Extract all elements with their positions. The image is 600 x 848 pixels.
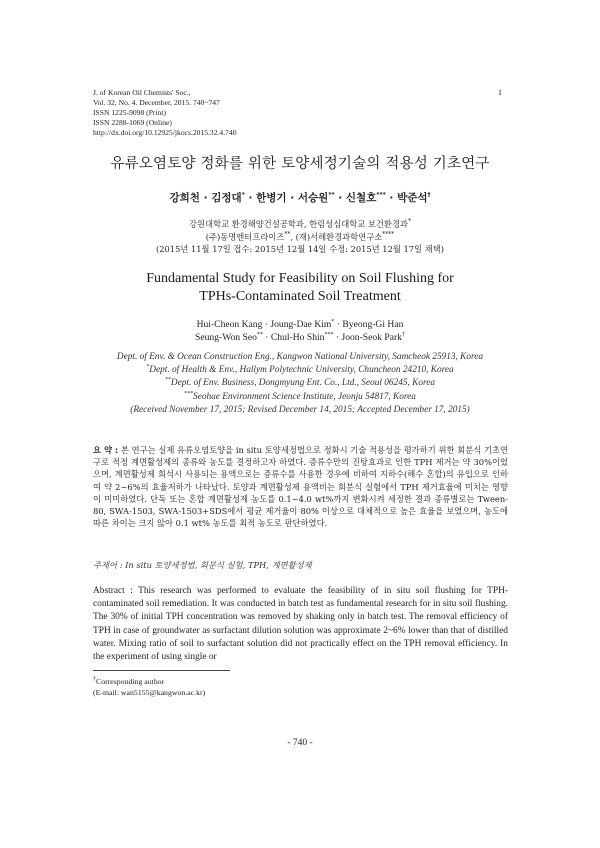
authors-english: Hui-Cheon Kang · Joung-Dae Kim* · Byeong-Gi Han Seung-Won Seo** · Chul-Ho Shin*** · Joon-Seok Park† [195, 318, 405, 343]
abstract-english [93, 585, 508, 664]
authors-korean: 강희천 · 김정대* · 한병기 · 서승원** · 신철호*** · 박준석† [169, 191, 431, 204]
author-6: 박준석 [397, 192, 428, 204]
author-3: 한병기 [256, 192, 287, 204]
issn-online: ISSN 2288-1069 (Online) [93, 118, 172, 127]
affiliations-english: Dept. of Env. & Ocean Construction Eng., Kangwon National University, Samcheok 25913, Korea *Dept. of Health & Env., Hallym Polytechnic University, Chuncheon 24210, Korea **Dept. of Env. Business, Dongmyung Ent. Co., Ltd., Seoul 06245, Korea ***Seohae Environment Science Institute, Jeonju 54817, Korea (Received November 17, 2015; Revised December 14, 2015; Accepted December 17, 2015) [0, 351, 600, 417]
footnote: †Corresponding author (E-mail: wan5155@kangwon.ac.kr) [93, 676, 206, 697]
footnote-rule [93, 670, 230, 671]
doi-link[interactable]: http://dx.doi.org/10.12925/jkocs.2015.32.4.740 [93, 128, 237, 137]
keywords-korean [93, 559, 508, 571]
corresponding-email: (E-mail: wan5155@kangwon.ac.kr) [93, 688, 206, 697]
keywords-korean-text: In situ 토양세정법, 회분식 실험, TPH, 계면활성제 [125, 560, 312, 570]
abstract-english-text: This research was performed to evaluate the feasibility of in situ soil flushing for TPH-contaminated soil remediation. It was conducted in batch test as fundamental research for in situ soil flushing. The 30% of initial TPH concentration was removed by shaking only in batch test. The removal efficiency of TPH in case of groundwater as surfactant dilution solution was approximate 2~6% lower than that of distilled water. Mixing ratio of soil to surfactant solution did not practically effect on the TPH removal efficiency. In the experiment of using single or [93, 586, 508, 663]
title-korean: 유류오염토양 정화를 위한 토양세정기술의 적용성 기초연구 [110, 156, 490, 172]
author-1: 강희천 [169, 192, 200, 204]
journal-header [93, 88, 237, 138]
keywords-korean-label: 주제어 : [93, 560, 123, 570]
issn-print: ISSN 1225-9098 (Print) [93, 108, 166, 117]
abstract-korean-label: 요 약 : [93, 445, 119, 455]
page-number: - 740 - [287, 738, 313, 748]
abstract-korean-text: 본 연구는 실제 유류오염토양을 in situ 토양세정법으로 정화시 기술 적용성을 평가하기 위한 회분식 기초연구로 적정 계면활성제의 종류와 농도를 결정하고자 하였다. 증류수만의 진탕효과로 인한 TPH 제거는 약 30%이었으며, 계면활성제 희석시 사용되는 용액으로는 증류수를 사용한 경우에 비하여 지하수(해수 혼합)의 유입으로 인하여 약 2~6%의 효율저하가 나타났다. 토양과 계면활성제 용액비는 회분식 실험에서 TPH 제거효율에 미치는 영향이 미미하였다. 단독 또는 혼합 계면활성제 농도를 0.1~4.0 wt%까지 변화시켜 세정한 결과 종류별로는 Tween-80, SWA-1503, SWA-1503+SDS에서 평균 제거율이 80% 이상으로 대체적으로 높은 효율을 보였으며, 농도에 따른 차이는 크지 않아 0.1 wt% 농도를 최적 농도로 판단하였다. [93, 445, 508, 529]
affiliations-korean: 강원대학교 환경해양건설공학과, 한림성심대학교 보건환경과* (주)동명엔터프라이즈**, (재)서해환경과학연구소**** (2015년 11월 17일 접수: 2015년 12월 14일 수정: 2015년 12월 17일 채택) [0, 218, 600, 256]
author-2: 김정대 [211, 192, 242, 204]
abstract-korean [93, 444, 508, 529]
received-dates-english: (Received November 17, 2015; Revised December 14, 2015; Accepted December 17, 2015) [130, 404, 470, 415]
page-top-number: 1 [498, 88, 502, 97]
received-dates-korean: (2015년 11월 17일 접수: 2015년 12월 14일 수정: 2015년 12월 17일 채택) [156, 244, 444, 254]
journal-name: J. of Korean Oil Chemists' Soc., [93, 88, 191, 97]
journal-volume: Vol. 32, No. 4. December, 2015. 740~747 [93, 98, 220, 107]
title-english: Fundamental Study for Feasibility on Soil Flushing for TPHs-Contaminated Soil Treatment [146, 271, 454, 304]
author-4: 서승원 [297, 192, 329, 204]
author-5: 신철호 [345, 192, 377, 204]
abstract-english-label: Abstract : [93, 586, 133, 596]
